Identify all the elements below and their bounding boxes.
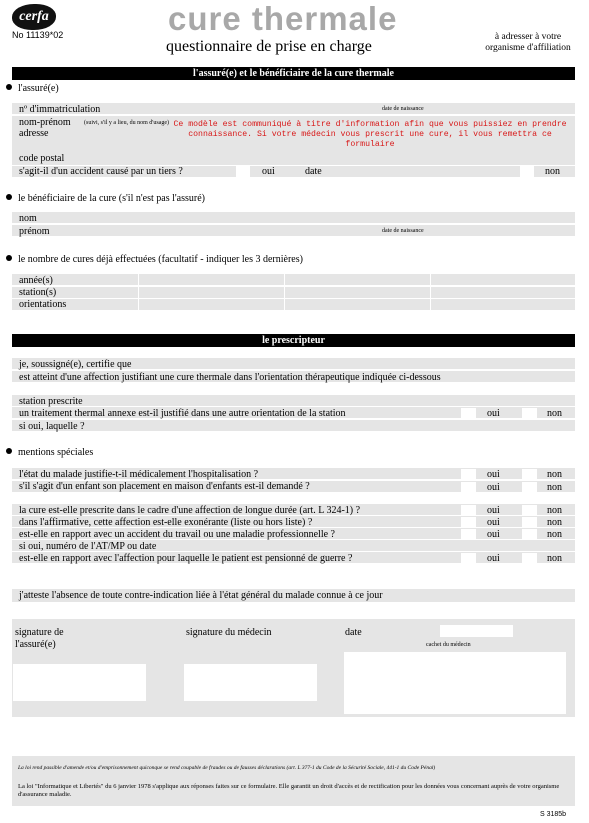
prenom-row <box>12 225 575 237</box>
form-code: S 3185b <box>540 811 567 818</box>
address-note: à adresser à votre organisme d'affiliation <box>485 32 571 53</box>
annexe-oui-label: oui <box>487 408 500 419</box>
longue-duree-oui-label: oui <box>487 505 500 516</box>
cures-divider-1 <box>138 274 139 311</box>
nom-label: nom <box>19 213 37 224</box>
numero-label: si oui, numéro de l'AT/MP ou date <box>19 541 157 552</box>
guerre-oui-checkbox[interactable] <box>461 553 476 564</box>
legal-fraud-notice: La loi rend passible d'amende et/ou d'emprisonnement quiconque se rend coupable de fraudes ou de fausses déclarations (art. L 377-1 du Code de la Sécurité Sociale, 441-1 du Code Pénal) <box>18 765 436 771</box>
cerfa-logo: cerfa <box>12 4 56 30</box>
longue-duree-non-label: non <box>547 505 562 516</box>
accident-non-checkbox[interactable] <box>520 166 534 177</box>
annexe-non-label: non <box>547 408 562 419</box>
exonerante-non-label: non <box>547 517 562 528</box>
nom-prenom-label: nom-prénom <box>19 117 71 128</box>
guerre-non-label: non <box>547 553 562 564</box>
enfant-non-label: non <box>547 482 562 493</box>
accident-oui-checkbox[interactable] <box>236 166 250 177</box>
station-label: station prescrite <box>19 396 83 407</box>
hospitalisation-oui-label: oui <box>487 469 500 480</box>
mentions-heading: mentions spéciales <box>6 447 93 458</box>
exonerante-oui-label: oui <box>487 517 500 528</box>
hospitalisation-non-label: non <box>547 469 562 480</box>
date-signature-label: date <box>345 627 362 638</box>
prenom-label: prénom <box>19 226 50 237</box>
annexe-oui-checkbox[interactable] <box>461 408 476 419</box>
travail-question: est-elle en rapport avec un accident du travail ou une maladie professionnelle ? <box>19 529 335 540</box>
travail-oui-checkbox[interactable] <box>461 529 476 540</box>
laquelle-row <box>12 420 575 432</box>
section-bar-prescripteur: le prescripteur <box>12 334 575 347</box>
accident-date-label: date <box>305 166 322 177</box>
stations-row <box>12 287 575 299</box>
travail-non-checkbox[interactable] <box>522 529 537 540</box>
signature-assure-box[interactable] <box>13 664 146 701</box>
nom-row <box>12 212 575 224</box>
exonerante-oui-checkbox[interactable] <box>461 517 476 528</box>
nom-prenom-hint: (suivi, s'il y a lieu, du nom d'usage) <box>84 120 169 126</box>
guerre-non-checkbox[interactable] <box>522 553 537 564</box>
annexe-non-checkbox[interactable] <box>522 408 537 419</box>
immatriculation-label: nº d'immatriculation <box>19 104 101 115</box>
certifie-label: je, soussigné(e), certifie que <box>19 359 132 370</box>
atteste-label: j'atteste l'absence de toute contre-indication liée à l'état général du malade connue à ce jour <box>19 590 383 601</box>
travail-non-label: non <box>547 529 562 540</box>
exonerante-question: dans l'affirmative, cette affection est-elle exonérante (liste ou hors liste) ? <box>19 517 313 528</box>
guerre-question: est-elle en rapport avec l'affection pour laquelle le patient est pensionné de guerre ? <box>19 553 353 564</box>
stations-label: station(s) <box>19 287 57 298</box>
immatriculation-field[interactable] <box>117 104 377 114</box>
annees-row <box>12 274 575 286</box>
adresse-label: adresse <box>19 128 49 139</box>
cures-divider-3 <box>430 274 431 311</box>
orientations-label: orientations <box>19 299 67 310</box>
signature-medecin-box[interactable] <box>184 664 317 701</box>
signature-assure-label: signature de l'assuré(e) <box>15 627 64 650</box>
enfant-non-checkbox[interactable] <box>522 482 537 493</box>
guerre-oui-label: oui <box>487 553 500 564</box>
page-title: cure thermale <box>168 0 398 37</box>
longue-duree-question: la cure est-elle prescrite dans le cadre d'une affection de longue durée (art. L 324-1) ? <box>19 505 361 516</box>
code-postal-label: code postal <box>19 153 65 164</box>
cachet-box[interactable] <box>344 652 566 714</box>
cures-divider-2 <box>284 274 285 311</box>
date-naissance-label: date de naissance <box>382 106 424 112</box>
date-signature-field[interactable] <box>440 625 513 637</box>
longue-duree-non-checkbox[interactable] <box>522 505 537 516</box>
page-subtitle: questionnaire de prise en charge <box>166 38 372 55</box>
date-naissance2-label: date de naissance <box>382 228 424 234</box>
form-number: No 11139*02 <box>12 30 64 40</box>
hospitalisation-non-checkbox[interactable] <box>522 469 537 480</box>
hospitalisation-question: l'état du malade justifie-t-il médicalement l'hospitalisation ? <box>19 469 259 480</box>
annees-label: année(s) <box>19 275 53 286</box>
laquelle-label: si oui, laquelle ? <box>19 421 85 432</box>
enfant-oui-checkbox[interactable] <box>461 482 476 493</box>
longue-duree-oui-checkbox[interactable] <box>461 505 476 516</box>
enfant-question: s'il s'agit d'un enfant son placement en maison d'enfants est-il demandé ? <box>19 481 310 492</box>
hospitalisation-oui-checkbox[interactable] <box>461 469 476 480</box>
information-notice: Ce modèle est communiqué à titre d'information afin que vous puissiez en prendre connaissance. Si votre médecin vous prescrit une cure, il vous remettra ce formulaire <box>173 120 567 149</box>
station-row <box>12 395 575 407</box>
affection-label: est atteint d'une affection justifiant une cure thermale dans l'orientation thérapeutique indiquée ci-dessous <box>19 372 441 383</box>
annexe-question: un traitement thermal annexe est-il justifié dans une autre orientation de la station <box>19 408 346 419</box>
exonerante-non-checkbox[interactable] <box>522 517 537 528</box>
signature-medecin-label: signature du médecin <box>186 627 272 638</box>
enfant-oui-label: oui <box>487 482 500 493</box>
accident-question: s'agit-il d'un accident causé par un tiers ? <box>19 166 183 177</box>
assure-heading: l'assuré(e) <box>6 83 59 94</box>
section-bar-assure: l'assuré(e) et le bénéficiaire de la cure thermale <box>12 67 575 80</box>
accident-non-label: non <box>545 166 560 177</box>
cachet-label: cachet du médecin <box>426 642 471 648</box>
beneficiaire-heading: le bénéficiaire de la cure (s'il n'est pas l'assuré) <box>6 193 205 204</box>
cures-heading: le nombre de cures déjà effectuées (facultatif - indiquer les 3 dernières) <box>6 254 303 265</box>
travail-oui-label: oui <box>487 529 500 540</box>
orientations-row <box>12 299 575 311</box>
accident-oui-label: oui <box>262 166 275 177</box>
legal-privacy-notice: La loi "Informatique et Libertés" du 6 janvier 1978 s'applique aux réponses faites sur ce formulaire. Elle garantit un droit d'accès et de rectification pour les données vous concernant auprès de votre organisme d'assurance maladie. <box>18 783 560 798</box>
